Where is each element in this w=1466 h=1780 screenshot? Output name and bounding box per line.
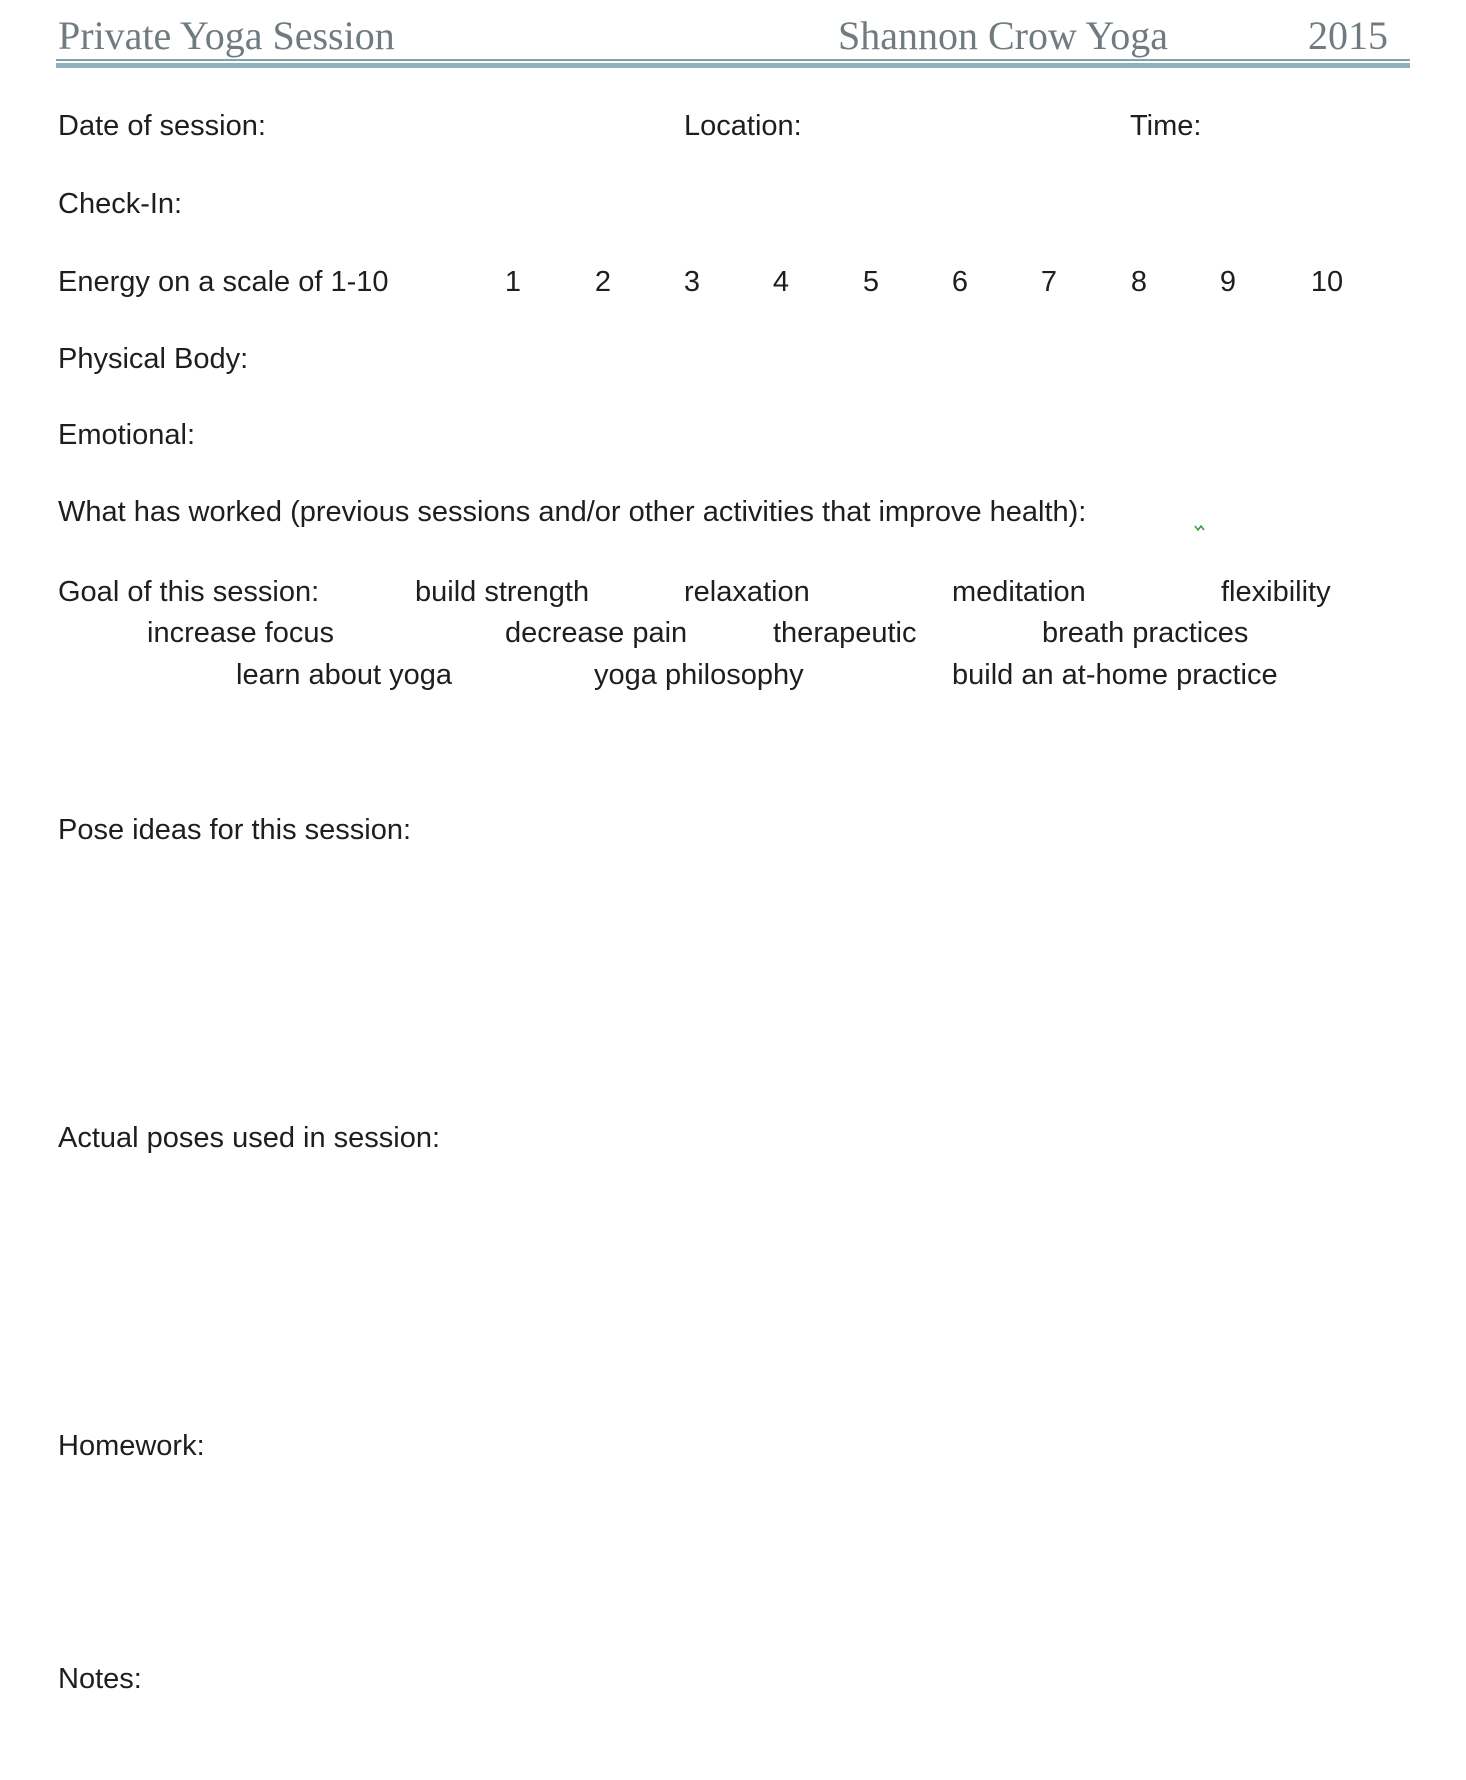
goal-option-yoga-philosophy: yoga philosophy — [594, 659, 804, 691]
energy-option-9: 9 — [1219, 266, 1237, 298]
notes-label: Notes: — [58, 1663, 142, 1695]
grammar-squiggle-icon — [1194, 524, 1206, 532]
goal-option-increase-focus: increase focus — [147, 617, 334, 649]
document-title: Private Yoga Session — [58, 13, 395, 58]
energy-label: Energy on a scale of 1-10 — [58, 266, 389, 298]
goal-option-breath-practices: breath practices — [1042, 617, 1249, 649]
header-rule-thick — [56, 63, 1410, 68]
energy-option-8: 8 — [1130, 266, 1148, 298]
energy-option-4: 4 — [772, 266, 790, 298]
brand-name: Shannon Crow Yoga — [838, 13, 1169, 58]
location-label: Location: — [684, 110, 802, 142]
energy-option-1: 1 — [504, 266, 522, 298]
date-label: Date of session: — [58, 110, 266, 142]
checkin-label: Check-In: — [58, 188, 183, 220]
goal-option-flexibility: flexibility — [1221, 576, 1331, 608]
energy-option-5: 5 — [862, 266, 880, 298]
goal-option-therapeutic: therapeutic — [773, 617, 917, 649]
energy-option-3: 3 — [683, 266, 701, 298]
goal-option-learn-about-yoga: learn about yoga — [236, 659, 453, 691]
actual-poses-label: Actual poses used in session: — [58, 1122, 441, 1154]
physical-body-label: Physical Body: — [58, 343, 249, 375]
goal-label: Goal of this session: — [58, 576, 320, 608]
goal-option-at-home-practice: build an at-home practice — [952, 659, 1278, 691]
what-has-worked-label: What has worked (previous sessions and/or other activities that improve health): — [58, 496, 1087, 528]
header-year: 2015 — [1308, 13, 1388, 58]
energy-option-10: 10 — [1310, 266, 1344, 298]
energy-option-6: 6 — [951, 266, 969, 298]
goal-option-relaxation: relaxation — [684, 576, 810, 608]
pose-ideas-label: Pose ideas for this session: — [58, 814, 412, 846]
goal-option-decrease-pain: decrease pain — [505, 617, 688, 649]
energy-option-7: 7 — [1040, 266, 1058, 298]
homework-label: Homework: — [58, 1430, 205, 1462]
emotional-label: Emotional: — [58, 419, 196, 451]
goal-option-build-strength: build strength — [415, 576, 590, 608]
time-label: Time: — [1130, 110, 1202, 142]
header-rule-thin — [56, 59, 1410, 61]
energy-option-2: 2 — [594, 266, 612, 298]
goal-option-meditation: meditation — [952, 576, 1086, 608]
